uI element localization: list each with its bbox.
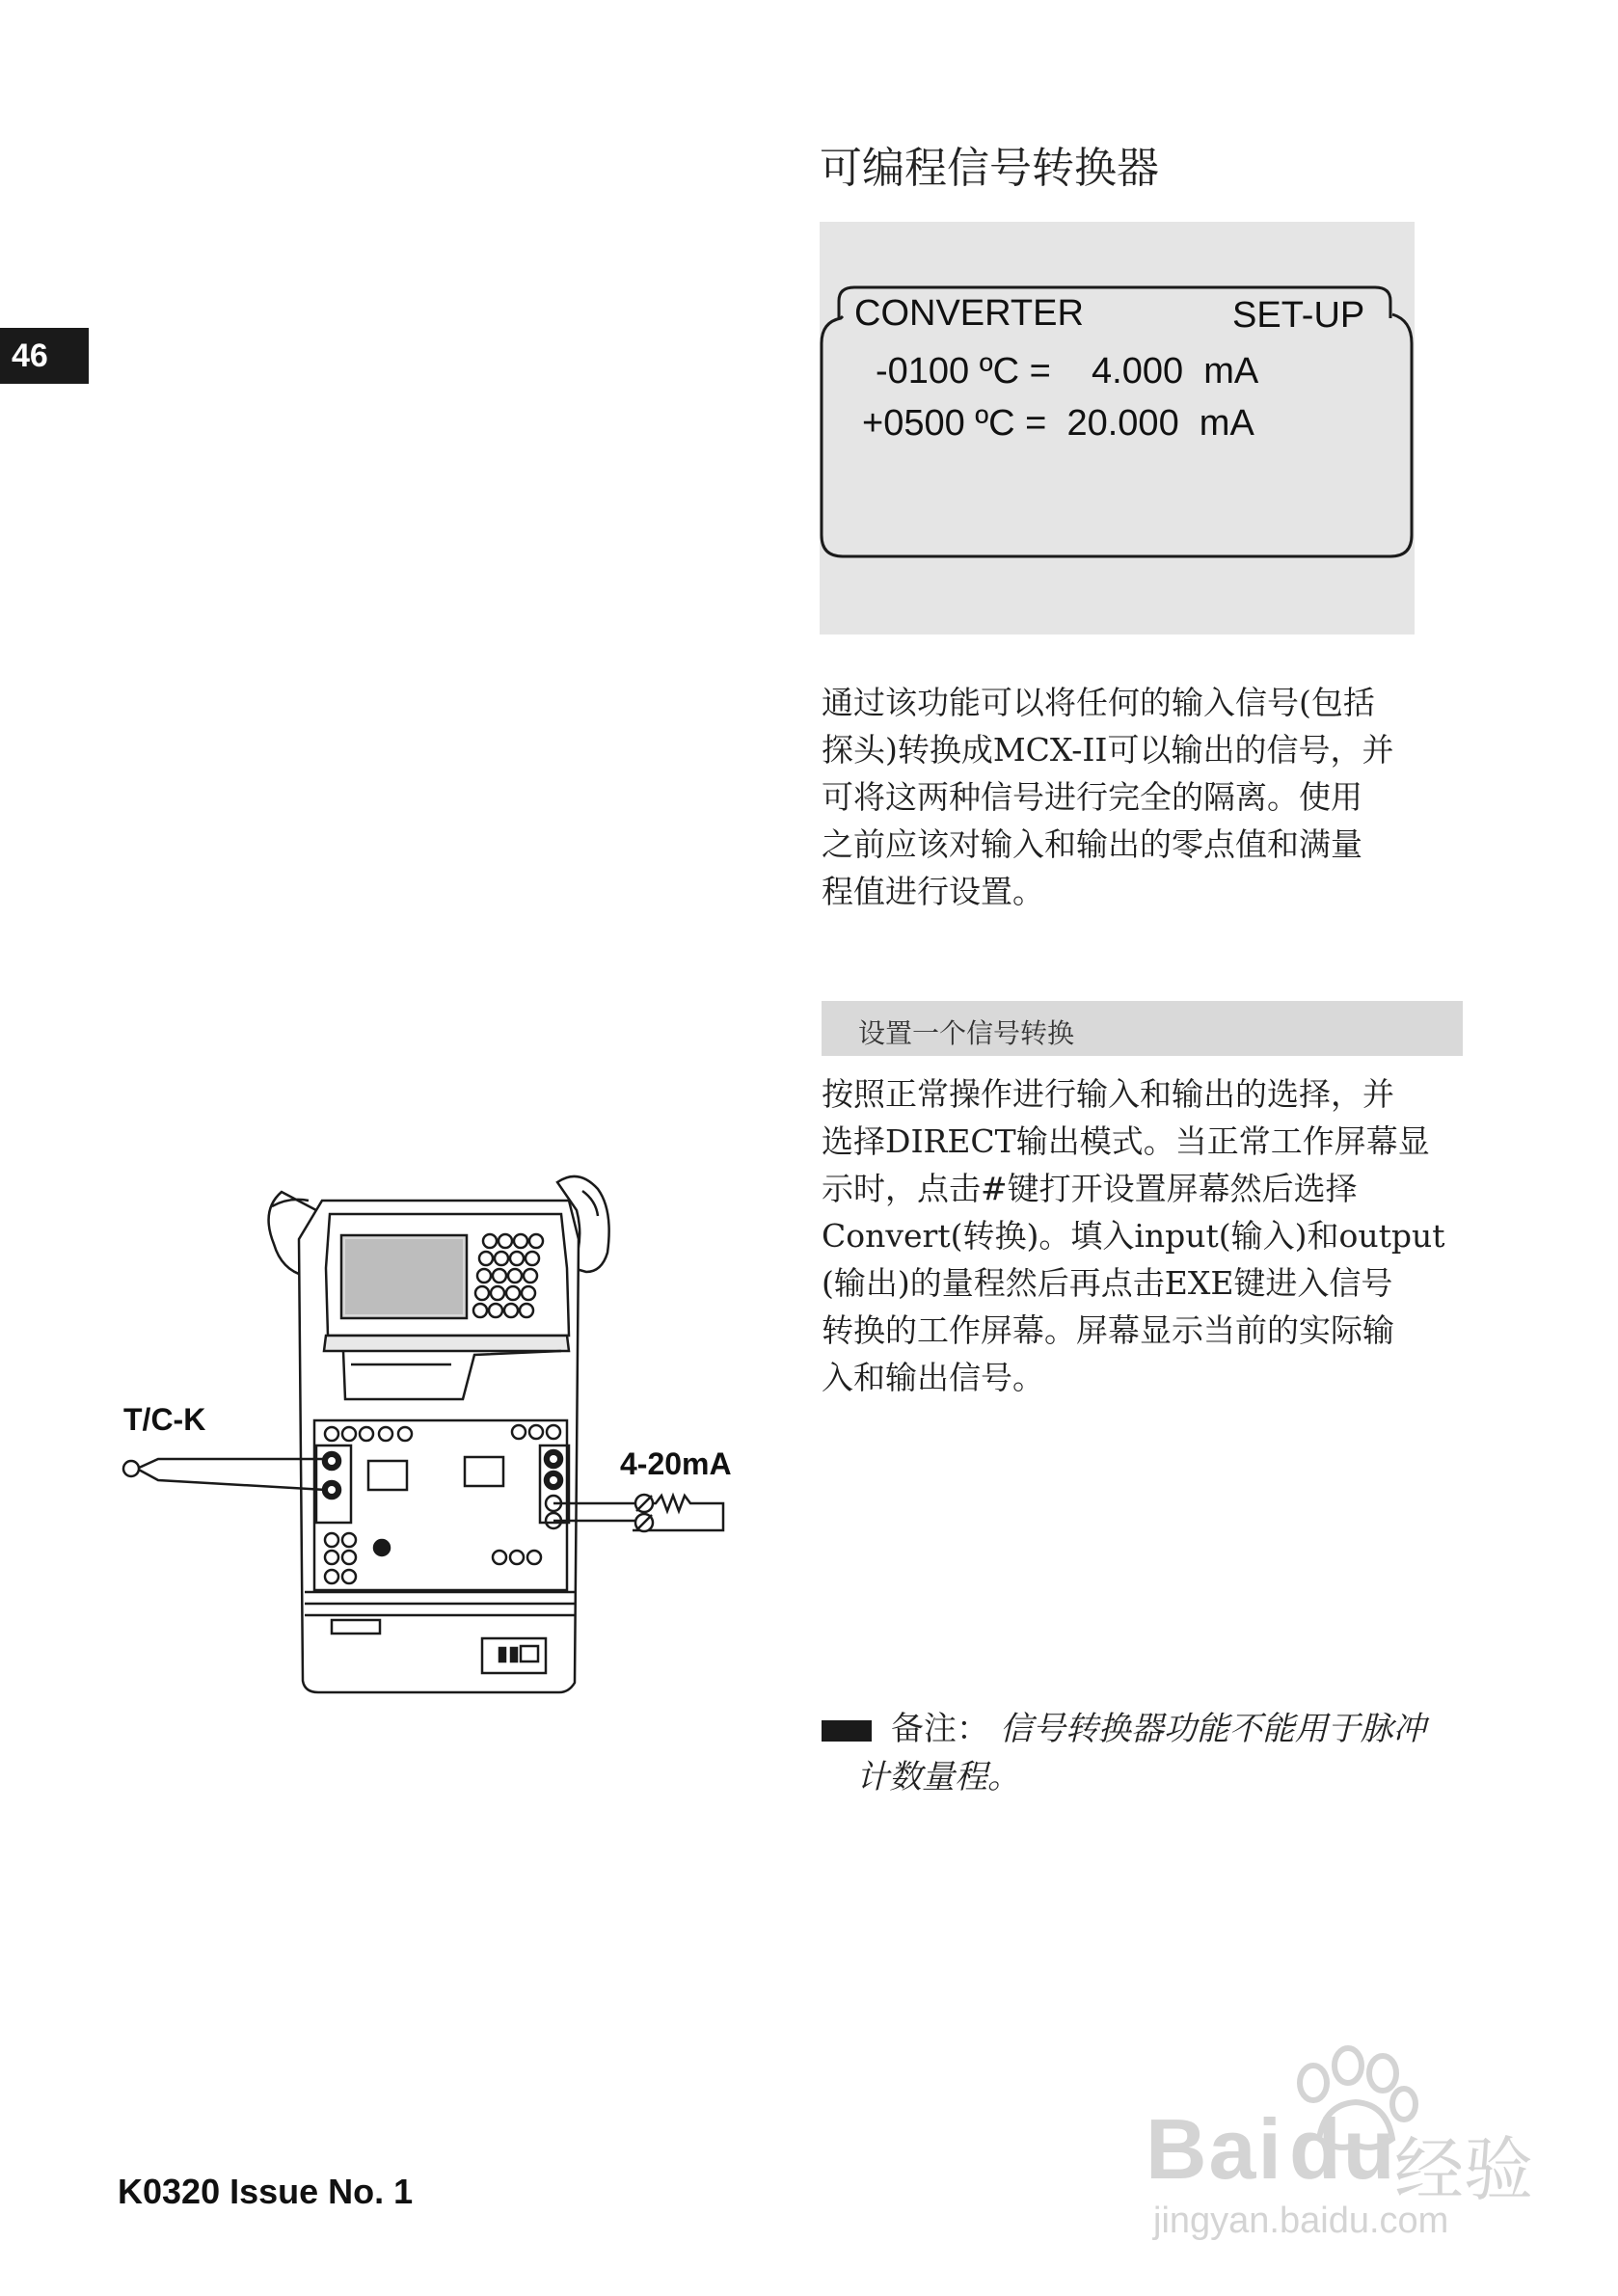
note-line1 [891, 1705, 1426, 1753]
lcd-row-zero: -0100 ºC = 4.000 mA [876, 351, 1259, 392]
footer-document-id: K0320 Issue No. 1 [118, 2172, 414, 2211]
watermark-brand: Bai [1146, 2101, 1283, 2197]
note-text: 信号转换器功能不能用于脉冲 [999, 1710, 1426, 1748]
subsection-line: 转换的工作屏幕。屏幕显示当前的实际输 [822, 1311, 1394, 1349]
intro-line: 通过该功能可以将任何的输入信号(包括 [822, 684, 1375, 721]
subsection-title: 设置一个信号转换 [858, 1017, 1075, 1049]
note-marker [822, 1720, 872, 1742]
baidu-watermark [1146, 2044, 1551, 2247]
subsection-header-bar [822, 1001, 1463, 1056]
section-title: 可编程信号转换器 [820, 144, 1159, 193]
subsection-line: 入和输出信号。 [822, 1359, 1044, 1396]
thermocouple-input-label: T/C-K [123, 1402, 206, 1437]
current-output-label: 4-20mA [620, 1446, 732, 1481]
lcd-setup-label: SET-UP [1232, 295, 1365, 336]
intro-line: 可将这两种信号进行完全的隔离。使用 [822, 778, 1362, 816]
subsection-line: (输出)的量程然后再点击EXE键进入信号 [822, 1264, 1393, 1302]
note-label: 备注： [891, 1710, 989, 1748]
subsection-line: 选择DIRECT输出模式。当正常工作屏幕显 [822, 1122, 1430, 1160]
watermark-brand-2: du [1288, 2101, 1397, 2197]
subsection-line: 示时，点击#键打开设置屏幕然后选择 [822, 1170, 1358, 1207]
lcd-mode-label: CONVERTER [854, 293, 1084, 334]
lcd-row-span: +0500 ºC = 20.000 mA [862, 403, 1254, 444]
subsection-line: 按照正常操作进行输入和输出的选择，并 [822, 1075, 1394, 1113]
note-line2: 计数量程。 [856, 1758, 1020, 1796]
page-number-tab: 46 [0, 328, 89, 384]
intro-line: 探头)转换成MCX-II可以输出的信号，并 [822, 731, 1394, 769]
calibrator-device-illustration [116, 1172, 771, 1712]
subsection-line: Convert(转换)。填入input(输入)和output [822, 1217, 1445, 1255]
intro-line: 程值进行设置。 [822, 873, 1044, 910]
lcd-display-panel [820, 222, 1415, 635]
watermark-url: jingyan.baidu.com [1153, 2201, 1449, 2241]
watermark-cn: 经验 [1394, 2129, 1534, 2210]
intro-line: 之前应该对输入和输出的零点值和满量 [822, 825, 1362, 863]
